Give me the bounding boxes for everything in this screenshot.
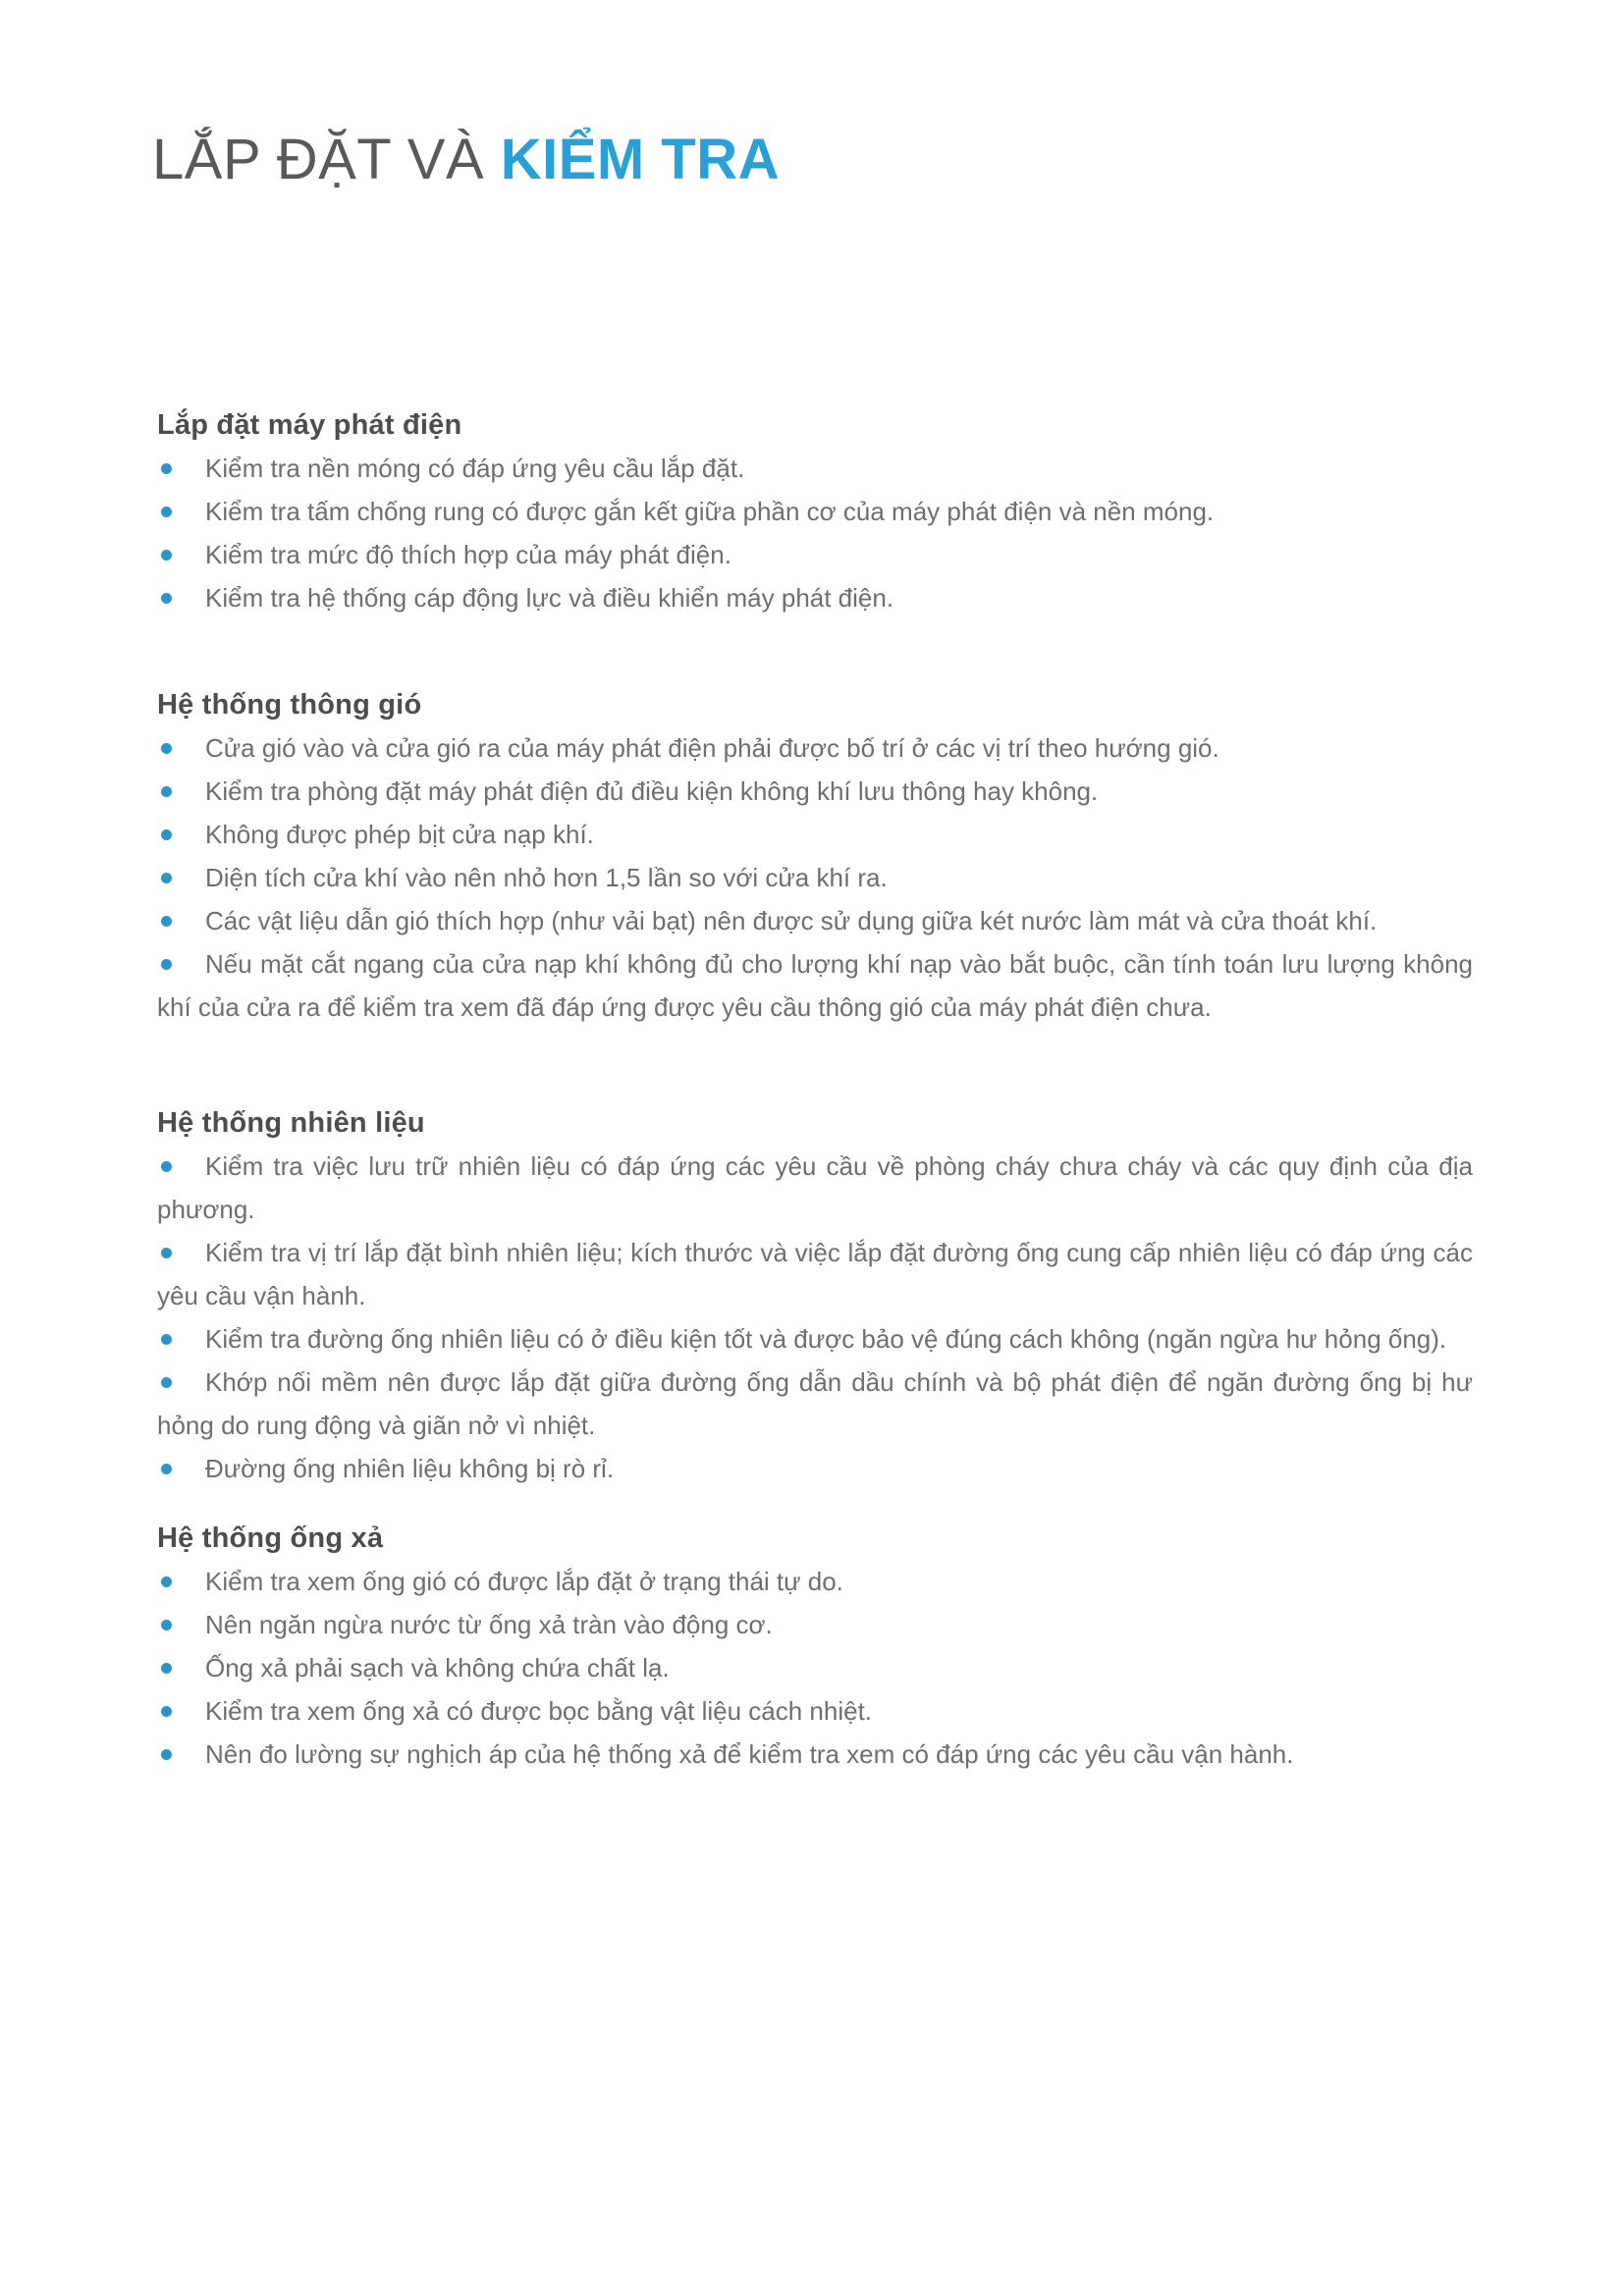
section-generator-installation <box>157 403 1473 619</box>
bullet-item <box>157 576 1473 619</box>
section-heading: Hệ thống thông gió <box>157 689 422 721</box>
bullet-text: Kiểm tra phòng đặt máy phát điện đủ điều kiện không khí lưu thông hay không. <box>205 776 1099 806</box>
section-heading: Hệ thống nhiên liệu <box>157 1107 425 1139</box>
title-gray-segment: LẮP ĐẶT VÀ <box>152 128 501 191</box>
bullet-text: Ống xả phải sạch và không chứa chất lạ. <box>205 1653 670 1682</box>
bullet-item <box>157 447 1473 490</box>
bullet-text: Khớp nối mềm nên được lắp đặt giữa đường ống dẫn dầu chính và bộ phát điện để ngăn đường ống bị hư hỏng do rung động và giãn nở vì nhiệt. <box>157 1367 1473 1440</box>
bullet-dot-icon <box>161 550 172 561</box>
bullet-item <box>157 1317 1473 1361</box>
bullet-text: Kiểm tra mức độ thích hợp của máy phát điện. <box>205 540 731 569</box>
bullet-text: Nên ngăn ngừa nước từ ống xả tràn vào động cơ. <box>205 1610 773 1639</box>
bullet-text: Kiểm tra hệ thống cáp động lực và điều khiển máy phát điện. <box>205 583 894 613</box>
bullet-item <box>157 726 1473 770</box>
bullet-text: Kiểm tra xem ống xả có được bọc bằng vật liệu cách nhiệt. <box>205 1696 873 1726</box>
bullet-text: Kiểm tra xem ống gió có được lắp đặt ở trạng thái tự do. <box>205 1567 843 1596</box>
title-blue-segment: KIỂM TRA <box>500 128 781 191</box>
bullet-text: Các vật liệu dẫn gió thích hợp (như vải bạt) nên được sử dụng giữa két nước làm mát và cửa thoát khí. <box>205 906 1378 935</box>
section-exhaust-system <box>157 1517 1473 1776</box>
bullet-item <box>157 1733 1473 1776</box>
bullet-dot-icon <box>161 1663 172 1674</box>
bullet-text: Đường ống nhiên liệu không bị rò rỉ. <box>205 1454 615 1483</box>
page-title <box>152 130 1473 190</box>
bullet-dot-icon <box>161 743 172 754</box>
bullet-text: Kiểm tra vị trí lắp đặt bình nhiên liệu; kích thước và việc lắp đặt đường ống cung cấp nhiên liệu có đáp ứng các yêu cầu vận hành. <box>157 1238 1473 1310</box>
bullet-text: Nếu mặt cắt ngang của cửa nạp khí không đủ cho lượng khí nạp vào bắt buộc, cần tính toán lưu lượng không khí của cửa ra để kiểm tra xem đã đáp ứng được yêu cầu thông gió của máy phát điện chưa. <box>157 949 1473 1022</box>
bullet-item <box>157 856 1473 899</box>
bullet-item <box>157 1646 1473 1689</box>
bullet-item <box>157 1447 1473 1490</box>
bullet-dot-icon <box>161 1377 172 1388</box>
section-heading: Lắp đặt máy phát điện <box>157 409 462 441</box>
bullet-dot-icon <box>161 1576 172 1587</box>
bullet-dot-icon <box>161 786 172 797</box>
bullet-item <box>157 1145 1473 1231</box>
section-ventilation-system <box>157 683 1473 1029</box>
bullet-dot-icon <box>161 1248 172 1258</box>
bullet-text: Nên đo lường sự nghịch áp của hệ thống xả để kiểm tra xem có đáp ứng các yêu cầu vận hành. <box>205 1739 1294 1769</box>
bullet-item <box>157 533 1473 576</box>
bullet-dot-icon <box>161 507 172 517</box>
bullet-dot-icon <box>161 873 172 883</box>
bullet-item <box>157 1603 1473 1646</box>
bullet-dot-icon <box>161 829 172 840</box>
section-heading: Hệ thống ống xả <box>157 1522 384 1554</box>
content-sections <box>157 403 1473 1776</box>
bullet-item <box>157 1361 1473 1447</box>
bullet-item <box>157 1560 1473 1603</box>
bullet-dot-icon <box>161 1334 172 1345</box>
bullet-item <box>157 1231 1473 1317</box>
bullet-dot-icon <box>161 1464 172 1474</box>
bullet-item <box>157 770 1473 813</box>
bullet-item <box>157 813 1473 856</box>
bullet-text: Cửa gió vào và cửa gió ra của máy phát điện phải được bố trí ở các vị trí theo hướng gió. <box>205 733 1219 763</box>
bullet-dot-icon <box>161 1749 172 1760</box>
bullet-text: Kiểm tra việc lưu trữ nhiên liệu có đáp ứng các yêu cầu về phòng cháy chưa cháy và các quy định của địa phương. <box>157 1151 1473 1224</box>
bullet-item <box>157 942 1473 1029</box>
bullet-item <box>157 1689 1473 1733</box>
bullet-dot-icon <box>161 1161 172 1172</box>
section-fuel-system <box>157 1101 1473 1490</box>
bullet-dot-icon <box>161 959 172 970</box>
bullet-dot-icon <box>161 916 172 927</box>
bullet-dot-icon <box>161 593 172 604</box>
bullet-dot-icon <box>161 1620 172 1630</box>
bullet-item <box>157 490 1473 533</box>
bullet-item <box>157 899 1473 942</box>
bullet-dot-icon <box>161 463 172 474</box>
bullet-text: Diện tích cửa khí vào nên nhỏ hơn 1,5 lần so với cửa khí ra. <box>205 863 888 892</box>
bullet-text: Kiểm tra đường ống nhiên liệu có ở điều kiện tốt và được bảo vệ đúng cách không (ngăn ngừa hư hỏng ống). <box>205 1324 1447 1354</box>
bullet-text: Kiểm tra tấm chống rung có được gắn kết giữa phần cơ của máy phát điện và nền móng. <box>205 497 1215 526</box>
bullet-text: Không được phép bịt cửa nạp khí. <box>205 820 594 849</box>
bullet-text: Kiểm tra nền móng có đáp ứng yêu cầu lắp đặt. <box>205 454 745 483</box>
bullet-dot-icon <box>161 1706 172 1717</box>
